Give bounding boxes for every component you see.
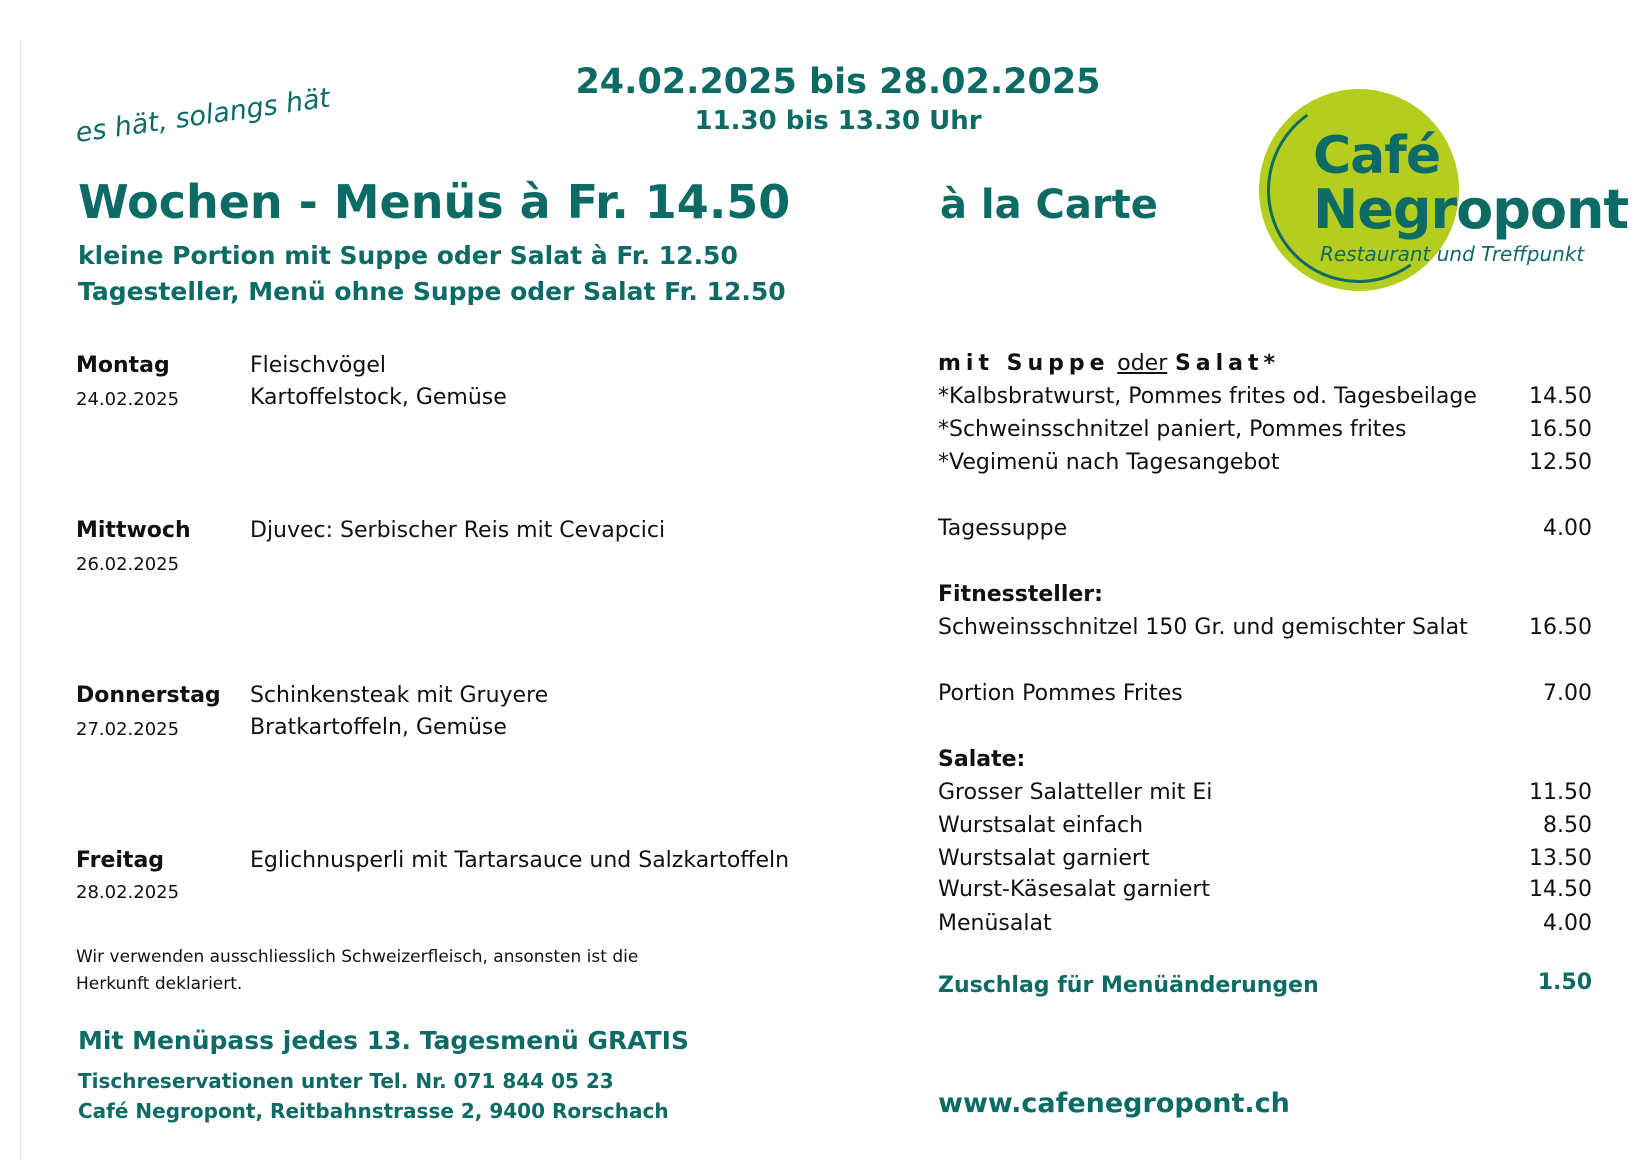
logo-text-cafe: Café: [1313, 126, 1441, 186]
meat-origin-note: Wir verwenden ausschliesslich Schweizerfleisch, ansonsten ist die Herkunft deklariert.: [76, 947, 639, 994]
dish-line-1: Fleischvögel: [250, 353, 387, 378]
dish-line-2: Bratkartoffeln, Gemüse: [250, 715, 507, 740]
fries-item-name: Portion Pommes Frites: [938, 681, 1183, 706]
website-link[interactable]: www.cafenegropont.ch: [938, 1088, 1290, 1119]
soup-item-price: 4.00: [1543, 516, 1592, 541]
salads-heading: Salate:: [938, 747, 1026, 772]
salad-item-price: 8.50: [1543, 813, 1592, 838]
weekly-menu-title: Wochen - Menüs à Fr. 14.50: [78, 175, 791, 229]
heading-part-or: oder: [1117, 351, 1168, 376]
carte-item-name: *Vegimenü nach Tagesangebot: [938, 450, 1280, 475]
salad-item-name: Grosser Salatteller mit Ei: [938, 780, 1213, 805]
day-date: 27.02.2025: [76, 719, 180, 740]
carte-item-name: *Kalbsbratwurst, Pommes frites od. Tagesbeilage: [938, 384, 1477, 409]
soup-item-name: Tagessuppe: [938, 516, 1068, 541]
slogan: es hät, solangs hät: [73, 82, 332, 149]
day-name: Donnerstag: [76, 683, 221, 708]
menu-pass-promo: Mit Menüpass jedes 13. Tagesmenü GRATIS: [78, 1026, 689, 1055]
heading-part-with-soup: mit Suppe: [938, 351, 1110, 376]
salad-item-name: Wurstsalat garniert: [938, 846, 1150, 871]
fries-item-price: 7.00: [1543, 681, 1592, 706]
carte-item-price: 16.50: [1529, 417, 1592, 442]
reservation-info: Tischreservationen unter Tel. Nr. 071 844 05 23: [78, 1069, 614, 1093]
day-date: 28.02.2025: [76, 882, 180, 903]
salad-item-name: Menüsalat: [938, 911, 1052, 936]
salad-item-price: 11.50: [1529, 780, 1592, 805]
logo-text-negropont: Negropont: [1313, 178, 1629, 241]
address-info: Café Negropont, Reitbahnstrasse 2, 9400 Rorschach: [78, 1099, 669, 1123]
day-name: Montag: [76, 353, 170, 378]
weekly-subtitle-small-portion: kleine Portion mit Suppe oder Salat à Fr. 12.50: [78, 241, 738, 270]
day-name: Mittwoch: [76, 518, 191, 543]
logo-tagline: Restaurant und Treffpunkt: [1320, 242, 1585, 266]
salad-item-name: Wurst-Käsesalat garniert: [938, 877, 1211, 902]
day-date: 26.02.2025: [76, 554, 180, 575]
page-edge: [20, 40, 21, 1160]
day-name: Freitag: [76, 848, 165, 873]
day-date: 24.02.2025: [76, 389, 180, 410]
fitness-item-name: Schweinsschnitzel 150 Gr. und gemischter Salat: [938, 615, 1468, 640]
dish-line-2: Kartoffelstock, Gemüse: [250, 385, 507, 410]
a-la-carte-title: à la Carte: [940, 182, 1158, 228]
salad-item-name: Wurstsalat einfach: [938, 813, 1144, 838]
fitness-plate-heading: Fitnessteller:: [938, 582, 1103, 607]
surcharge-price: 1.50: [1537, 970, 1592, 995]
dish-line-1: Eglichnusperli mit Tartarsauce und Salzkartoffeln: [250, 848, 790, 873]
salad-item-price: 4.00: [1543, 911, 1592, 936]
soup-or-salad-heading: [938, 351, 1280, 376]
date-range: 24.02.2025 bis 28.02.2025: [575, 62, 1101, 102]
weekly-subtitle-day-plate: Tagesteller, Menü ohne Suppe oder Salat Fr. 12.50: [78, 277, 786, 306]
time-range: 11.30 bis 13.30 Uhr: [694, 106, 982, 136]
carte-item-price: 14.50: [1529, 384, 1592, 409]
carte-item-name: *Schweinsschnitzel paniert, Pommes frites: [938, 417, 1407, 442]
fitness-item-price: 16.50: [1529, 615, 1592, 640]
dish-line-1: Djuvec: Serbischer Reis mit Cevapcici: [250, 518, 666, 543]
salad-item-price: 14.50: [1529, 877, 1592, 902]
surcharge-label: Zuschlag für Menüänderungen: [938, 973, 1319, 998]
heading-part-salad: Salat*: [1174, 351, 1281, 376]
carte-item-price: 12.50: [1529, 450, 1592, 475]
salad-item-price: 13.50: [1529, 846, 1592, 871]
dish-line-1: Schinkensteak mit Gruyere: [250, 683, 549, 708]
